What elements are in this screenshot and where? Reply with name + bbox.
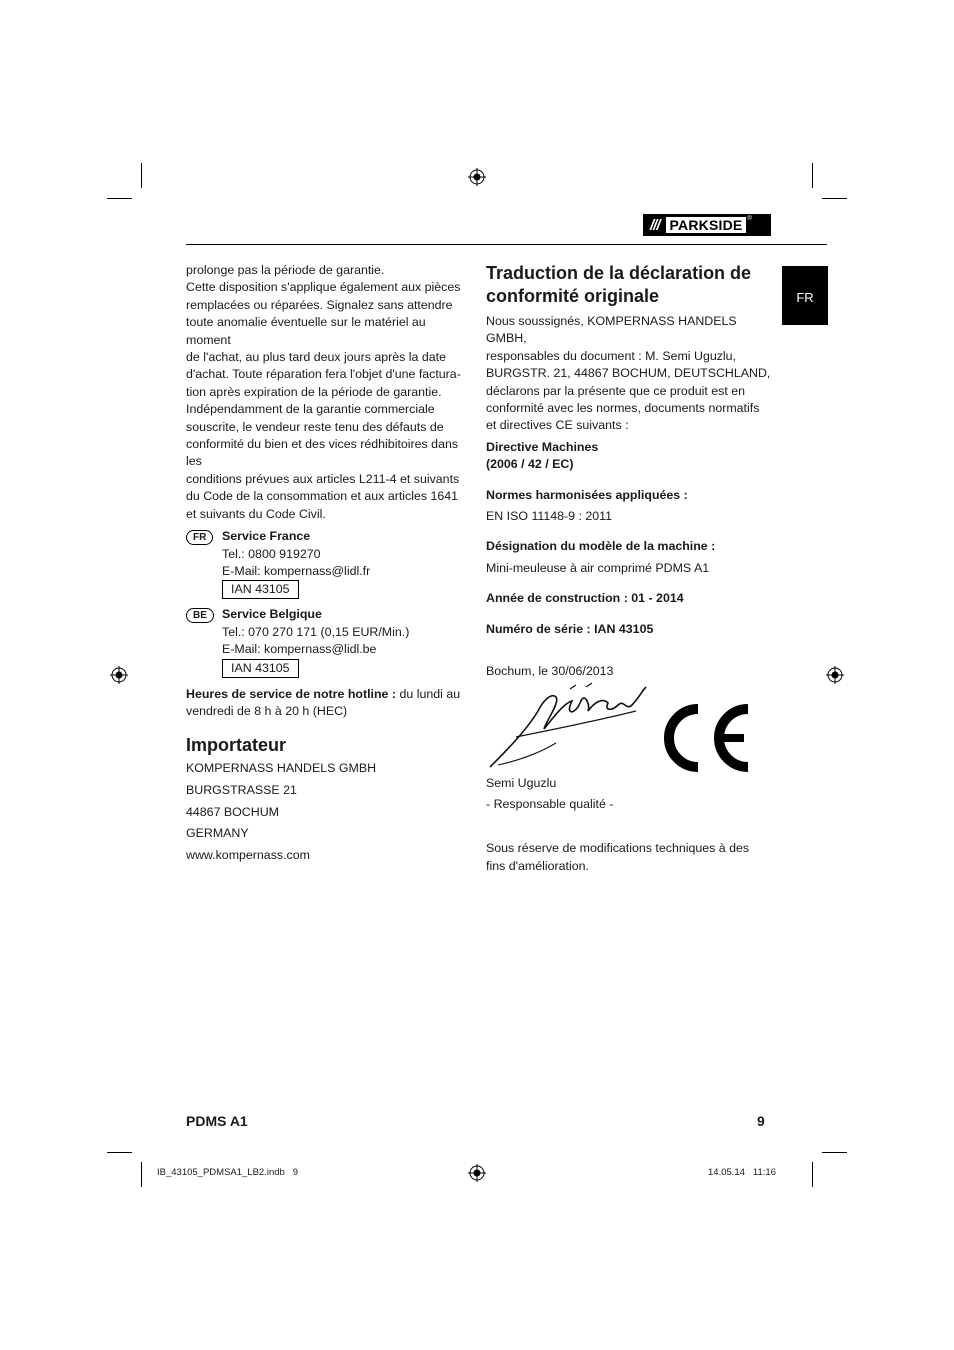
reserve-line-2: fins d'amélioration. <box>486 858 589 873</box>
warranty-line: remplacées ou réparées. Signalez sans attendre <box>186 297 453 312</box>
right-column <box>486 262 776 875</box>
declaration-title-2: conformité originale <box>486 286 660 306</box>
importer-address-line: 44867 BOCHUM <box>186 804 279 819</box>
crop-mark <box>812 163 813 188</box>
warranty-line: conformité du bien et des vices rédhibitoires dans les <box>186 437 459 469</box>
warranty-line: Cette disposition s'applique également aux pièces <box>186 280 461 295</box>
header-rule <box>186 244 827 245</box>
declaration-title-1: Traduction de la déclaration de <box>486 263 752 283</box>
warranty-line: du Code de la consommation et aux articles 1641 <box>186 489 459 504</box>
crop-mark <box>812 1162 813 1187</box>
declaration-intro-line: responsables du document : M. Semi Uguzlu, <box>486 348 737 363</box>
reserve-line-1: Sous réserve de modifications techniques à des <box>486 841 750 856</box>
service-belgique-email: E-Mail: kompernass@lidl.be <box>222 642 377 657</box>
warranty-line: conditions prévues aux articles L211-4 et suivants <box>186 471 460 486</box>
hotline-hours-1: du lundi au <box>396 686 461 701</box>
signature-block <box>486 681 776 773</box>
construction-year: Année de construction : 01 - 2014 <box>486 591 684 606</box>
warranty-line: tion après expiration de la période de garantie. <box>186 384 442 399</box>
crop-mark <box>141 163 142 188</box>
logo-brand: PARKSIDE <box>666 217 747 233</box>
normes-value: EN ISO 11148-9 : 2011 <box>486 509 613 524</box>
registration-mark-icon <box>110 666 128 684</box>
service-france-tel: Tel.: 0800 919270 <box>222 546 321 561</box>
website-link[interactable]: www.kompernass.com <box>186 848 310 863</box>
crop-mark <box>141 1162 142 1187</box>
hotline-text <box>186 686 471 721</box>
declaration-intro-line: et directives CE suivants : <box>486 418 629 433</box>
directive-line-1: Directive Machines <box>486 439 599 454</box>
warranty-line: d'achat. Toute réparation fera l'objet d'une factura- <box>186 367 461 382</box>
designation-title: Désignation du modèle de la machine : <box>486 539 716 554</box>
crop-mark <box>107 1152 132 1153</box>
importer-title: Importateur <box>186 735 287 756</box>
service-belgique-title: Service Belgique <box>222 607 322 622</box>
service-belgique-tel: Tel.: 070 270 171 (0,15 EUR/Min.) <box>222 624 410 639</box>
hotline-label: Heures de service de notre hotline : <box>186 686 397 701</box>
directive-line-2: (2006 / 42 / EC) <box>486 457 574 472</box>
warranty-line: de l'achat, au plus tard deux jours après la date <box>186 350 446 365</box>
flag-be-badge: BE <box>186 608 214 623</box>
declaration-intro-line: Nous soussignés, KOMPERNASS HANDELS GMBH, <box>486 314 737 346</box>
importer-address <box>186 760 471 864</box>
parkside-logo <box>643 214 771 236</box>
warranty-line: prolonge pas la période de garantie. <box>186 263 385 277</box>
importer-address-line: GERMANY <box>186 826 249 841</box>
ce-mark-icon <box>658 703 754 773</box>
crop-mark <box>107 198 132 199</box>
declaration-intro-line: conformité avec les normes, documents normatifs <box>486 401 760 416</box>
service-belgique-ian: IAN 43105 <box>222 659 299 678</box>
registration-mark-icon <box>468 168 486 186</box>
signature-image <box>486 681 656 771</box>
declaration-intro-line: BURGSTR. 21, 44867 BOCHUM, DEUTSCHLAND, <box>486 366 771 381</box>
signer-role: - Responsable qualité - <box>486 796 614 811</box>
service-france-title: Service France <box>222 529 311 544</box>
declaration-intro <box>486 313 776 435</box>
hotline-hours-2: vendredi de 8 h à 20 h (HEC) <box>186 703 348 718</box>
warranty-line: Indépendamment de la garantie commerciale <box>186 402 435 417</box>
left-column <box>186 262 471 865</box>
warranty-line: souscrite, le vendeur reste tenu des défauts de <box>186 419 444 434</box>
service-belgique <box>186 606 471 677</box>
footer-page-number: 9 <box>757 1113 765 1129</box>
designation-value: Mini-meuleuse à air comprimé PDMS A1 <box>486 560 710 575</box>
normes-title: Normes harmonisées appliquées : <box>486 487 688 502</box>
crop-mark <box>822 1152 847 1153</box>
importer-address-line: KOMPERNASS HANDELS GMBH <box>186 761 377 776</box>
footer-model: PDMS A1 <box>186 1113 248 1129</box>
footer-file-name: IB_43105_PDMSA1_LB2.indb 9 <box>157 1167 299 1178</box>
warranty-paragraph <box>186 262 471 523</box>
registration-mark-icon <box>468 1164 486 1182</box>
flag-fr-badge: FR <box>186 530 213 545</box>
crop-mark <box>822 198 847 199</box>
logo-slashes: /// <box>650 216 660 234</box>
footer-datetime: 14.05.14 11:16 <box>708 1167 776 1178</box>
signer-name: Semi Uguzlu <box>486 775 557 790</box>
warranty-line: toute anomalie éventuelle sur le matériel au moment <box>186 315 426 347</box>
service-france <box>186 528 471 599</box>
place-date: Bochum, le 30/06/2013 <box>486 664 614 679</box>
declaration-intro-line: déclarons par la présente que ce produit est en <box>486 383 745 398</box>
service-france-ian: IAN 43105 <box>222 580 299 599</box>
importer-address-line: BURGSTRASSE 21 <box>186 783 297 798</box>
language-tab: FR <box>782 266 828 325</box>
registration-mark-icon <box>826 666 844 684</box>
logo-registered: ® <box>747 216 752 222</box>
service-france-email: E-Mail: kompernass@lidl.fr <box>222 563 371 578</box>
serial-number: Numéro de série : IAN 43105 <box>486 621 654 636</box>
warranty-line: et suivants du Code Civil. <box>186 506 326 521</box>
